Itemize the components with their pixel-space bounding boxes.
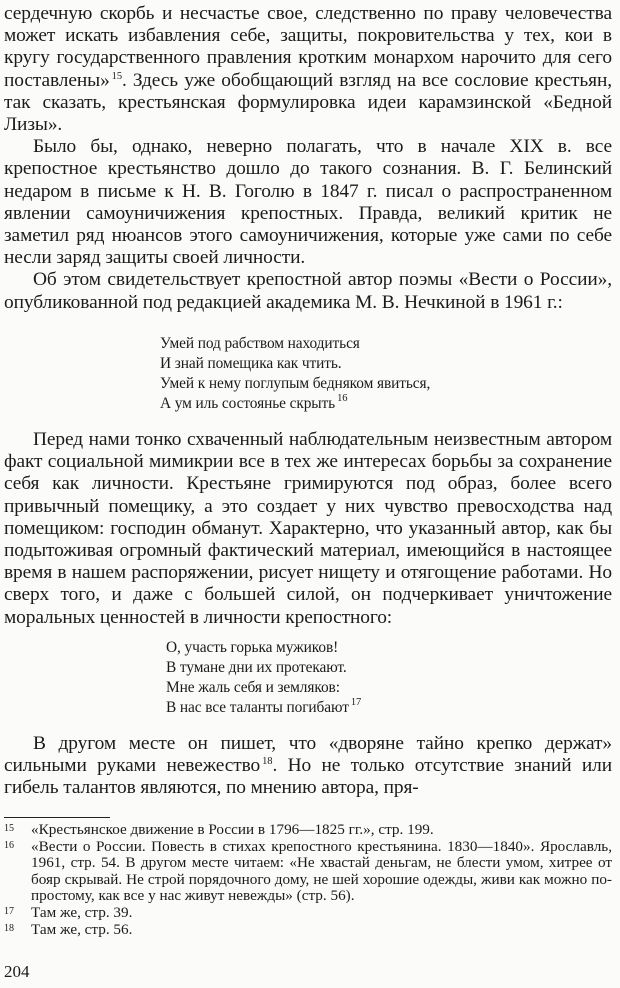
paragraph-3: Об этом свидетельствует крепостной автор поэмы «Вести о России», опубликованной под редакцией академика М. В. Нечкиной в 1961 г.: xyxy=(4,269,612,313)
text-block-middle xyxy=(4,429,612,629)
footnote-ref-15[interactable]: 15 xyxy=(111,70,122,82)
footnote-15 xyxy=(4,822,612,839)
paragraph-1: сердечную скорбь и несчастье свое, следственно по праву человечества может искать избавления себе, защиты, покровительства у тех, кои в кругу государственного правления кротким монархом нарочито для сего поставлены» $^{15}$. Здесь уже обобщающий взгляд на все сословие крестьян, так сказать, крестьянская формулировка идеи карамзинской «Бедной Лизы». xyxy=(4,3,612,136)
footnote-16 xyxy=(4,839,612,905)
verse-line: О, участь горька мужиков! xyxy=(166,639,339,656)
text-block-bottom xyxy=(4,733,612,800)
footnote-ref-17[interactable]: 17 xyxy=(350,697,362,708)
verse-quote-1 xyxy=(160,334,430,414)
footnote-ref-16[interactable]: 16 xyxy=(337,393,348,404)
footnote-text: «Крестьянское движение в России в 1796—1825 гг.», стр. 199. xyxy=(31,821,434,838)
footnote-number: 18 xyxy=(4,922,14,934)
footnote-number: 15 xyxy=(4,823,14,834)
footnote-text: Там же, стр. 39. xyxy=(31,903,133,921)
verse-quote-2 xyxy=(166,638,361,718)
paragraph-5: В другом месте он пишет, что «дворяне тайно крепко держат» сильными руками невежество $^{18}$. Но не только отсутствие знаний или гибель талантов являются, по мнению автора, пря- xyxy=(4,733,612,799)
footnote-18 xyxy=(4,922,612,939)
footnote-text: «Вести о России. Повесть в стихах крепостного крестьянина. 1830—1840». Ярославль, 1961, стр. 54. В другом месте читаем: «Не хвастай деньгам, не блести умом, хитрее от бояр скрывай. Не строй порядочного дому, не шей хорошие одежды, живи как можно по-простому, как все у нас живут невежды» (стр. 56). xyxy=(31,837,612,905)
verse-line: И знай помещика как чтить. xyxy=(160,355,342,372)
page-number: 204 xyxy=(4,962,30,981)
footnote-ref-18[interactable]: 18 xyxy=(262,756,273,768)
footnotes xyxy=(4,822,612,938)
footnote-17 xyxy=(4,905,612,922)
verse-line: Умей к нему поглупым бедняком явиться, xyxy=(160,375,431,392)
verse-line: А ум иль состоянье скрыть $^{16}$ xyxy=(160,393,348,412)
verse-line: Умей под рабством находиться xyxy=(160,335,360,352)
paragraph-4: Перед нами тонко схваченный наблюдательным неизвестным автором факт социальной мимикрии все в тех же интересах борьбы за сохранение себя как личности. Крестьяне гримируются под образ, более всего привычный помещику, а это создает у них чувство превосходства над помещиком: господин обманут. Характерно, что указанный автор, как бы подытоживая огромный фактический материал, имеющийся в настоящее время в нашем распоряжении, рисует нищету и отягощение работами. Но сверх того, и даже с большей силой, он подчеркивает уничтожение моральных ценностей в личности крепостного: xyxy=(4,429,612,628)
verse-line: В тумане дни их протекают. xyxy=(166,659,347,676)
text-block-top xyxy=(4,3,612,314)
verse-line: Мне жаль себя и земляков: xyxy=(166,679,340,696)
footnote-number: 17 xyxy=(4,905,14,917)
verse-line: В нас все таланты погибают $^{17}$ xyxy=(166,697,362,716)
paragraph-2: Было бы, однако, неверно полагать, что в начале XIX в. все крепостное крестьянство дошло до такого сознания. В. Г. Белинский недаром в письме к Н. В. Гоголю в 1847 г. писал о распространенном явлении самоуничижения крепостных. Правда, великий критик не заметил ряд нюансов этого самоуничижения, которые уже сами по себе несли заряд защиты своей личности. xyxy=(4,136,612,269)
footnote-number: 16 xyxy=(4,839,14,851)
footnote-divider xyxy=(4,817,110,818)
footnote-text: Там же, стр. 56. xyxy=(31,920,133,938)
